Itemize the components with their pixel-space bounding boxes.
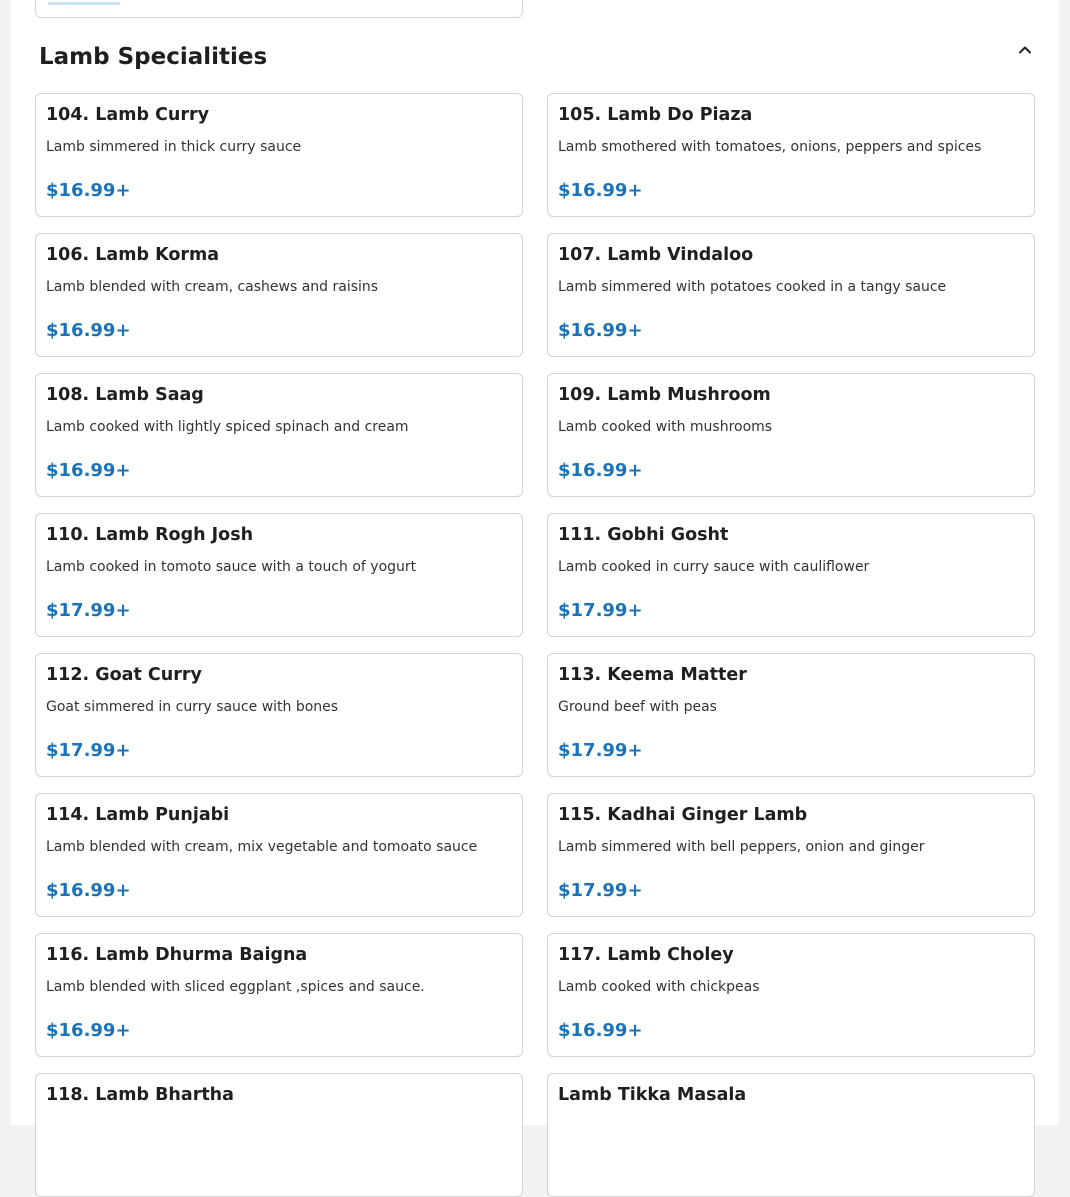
menu-item-price: $16.99+ (46, 1020, 131, 1041)
menu-item-name: 116. Lamb Dhurma Baigna (46, 945, 308, 965)
menu-item-description: Lamb blended with cream, mix vegetable and tomoato sauce (46, 839, 478, 855)
menu-item-description: Lamb smothered with tomatoes, onions, peppers and spices (558, 139, 982, 155)
menu-item-card[interactable] (35, 373, 523, 497)
menu-item-description: Ground beef with peas (558, 699, 717, 715)
menu-item-card[interactable] (35, 233, 523, 357)
previous-section-card[interactable] (35, 0, 523, 18)
menu-item-description: Lamb cooked with lightly spiced spinach and cream (46, 419, 409, 435)
section-header (39, 40, 1035, 80)
menu-item-name: 108. Lamb Saag (46, 385, 204, 405)
menu-item-price: $16.99+ (46, 880, 131, 901)
menu-item-price: $16.99+ (46, 320, 131, 341)
menu-item-card[interactable] (35, 933, 523, 1057)
menu-item-name: 105. Lamb Do Piaza (558, 105, 753, 125)
menu-item-description: Lamb cooked in curry sauce with cauliflower (558, 559, 870, 575)
menu-item-card[interactable] (547, 233, 1035, 357)
menu-item-price: $16.99+ (558, 460, 643, 481)
menu-item-name: 117. Lamb Choley (558, 945, 734, 965)
menu-item-card[interactable] (547, 373, 1035, 497)
menu-item-card[interactable] (547, 93, 1035, 217)
menu-item-name: 106. Lamb Korma (46, 245, 220, 265)
menu-item-name: Lamb Tikka Masala (558, 1085, 747, 1105)
menu-item-name: 104. Lamb Curry (46, 105, 210, 125)
menu-item-price: $16.99+ (558, 1020, 643, 1041)
menu-item-card[interactable] (35, 1073, 523, 1197)
menu-item-name: 115. Kadhai Ginger Lamb (558, 805, 808, 825)
menu-item-description: Lamb simmered with bell peppers, onion and ginger (558, 839, 925, 855)
menu-item-grid (35, 93, 1034, 1197)
menu-item-name: 111. Gobhi Gosht (558, 525, 729, 545)
menu-item-card[interactable] (547, 793, 1035, 917)
menu-item-card[interactable] (547, 653, 1035, 777)
menu-item-description: Lamb simmered in thick curry sauce (46, 139, 302, 155)
menu-item-price: $17.99+ (46, 740, 131, 761)
menu-item-description: Lamb blended with cream, cashews and raisins (46, 279, 379, 295)
menu-item-name: 107. Lamb Vindaloo (558, 245, 754, 265)
menu-item-card[interactable] (547, 933, 1035, 1057)
menu-item-description: Goat simmered in curry sauce with bones (46, 699, 339, 715)
previous-price-fragment (48, 2, 120, 5)
menu-item-card[interactable] (35, 793, 523, 917)
menu-item-card[interactable] (547, 1073, 1035, 1197)
menu-item-description: Lamb cooked with mushrooms (558, 419, 773, 435)
menu-item-name: 109. Lamb Mushroom (558, 385, 771, 405)
menu-item-card[interactable] (547, 513, 1035, 637)
menu-item-name: 113. Keema Matter (558, 665, 747, 685)
menu-item-name: 112. Goat Curry (46, 665, 202, 685)
menu-item-card[interactable] (35, 653, 523, 777)
menu-item-description: Lamb blended with sliced eggplant ,spices and sauce. (46, 979, 425, 995)
menu-item-description: Lamb cooked with chickpeas (558, 979, 760, 995)
menu-item-description: Lamb simmered with potatoes cooked in a tangy sauce (558, 279, 947, 295)
menu-item-price: $17.99+ (558, 740, 643, 761)
menu-item-price: $16.99+ (558, 320, 643, 341)
menu-item-description: Lamb cooked in tomoto sauce with a touch of yogurt (46, 559, 417, 575)
menu-item-name: 114. Lamb Punjabi (46, 805, 230, 825)
menu-item-price: $17.99+ (46, 600, 131, 621)
menu-item-card[interactable] (35, 513, 523, 637)
menu-item-name: 118. Lamb Bhartha (46, 1085, 234, 1105)
menu-item-price: $16.99+ (46, 460, 131, 481)
menu-panel (11, 0, 1059, 1125)
chevron-up-icon (1018, 43, 1032, 57)
menu-item-name: 110. Lamb Rogh Josh (46, 525, 254, 545)
menu-item-price: $17.99+ (558, 880, 643, 901)
menu-item-card[interactable] (35, 93, 523, 217)
section-title: Lamb Specialities (39, 44, 268, 70)
menu-item-price: $17.99+ (558, 600, 643, 621)
menu-item-price: $16.99+ (558, 180, 643, 201)
menu-item-price: $16.99+ (46, 180, 131, 201)
collapse-section-button[interactable] (1015, 40, 1035, 60)
